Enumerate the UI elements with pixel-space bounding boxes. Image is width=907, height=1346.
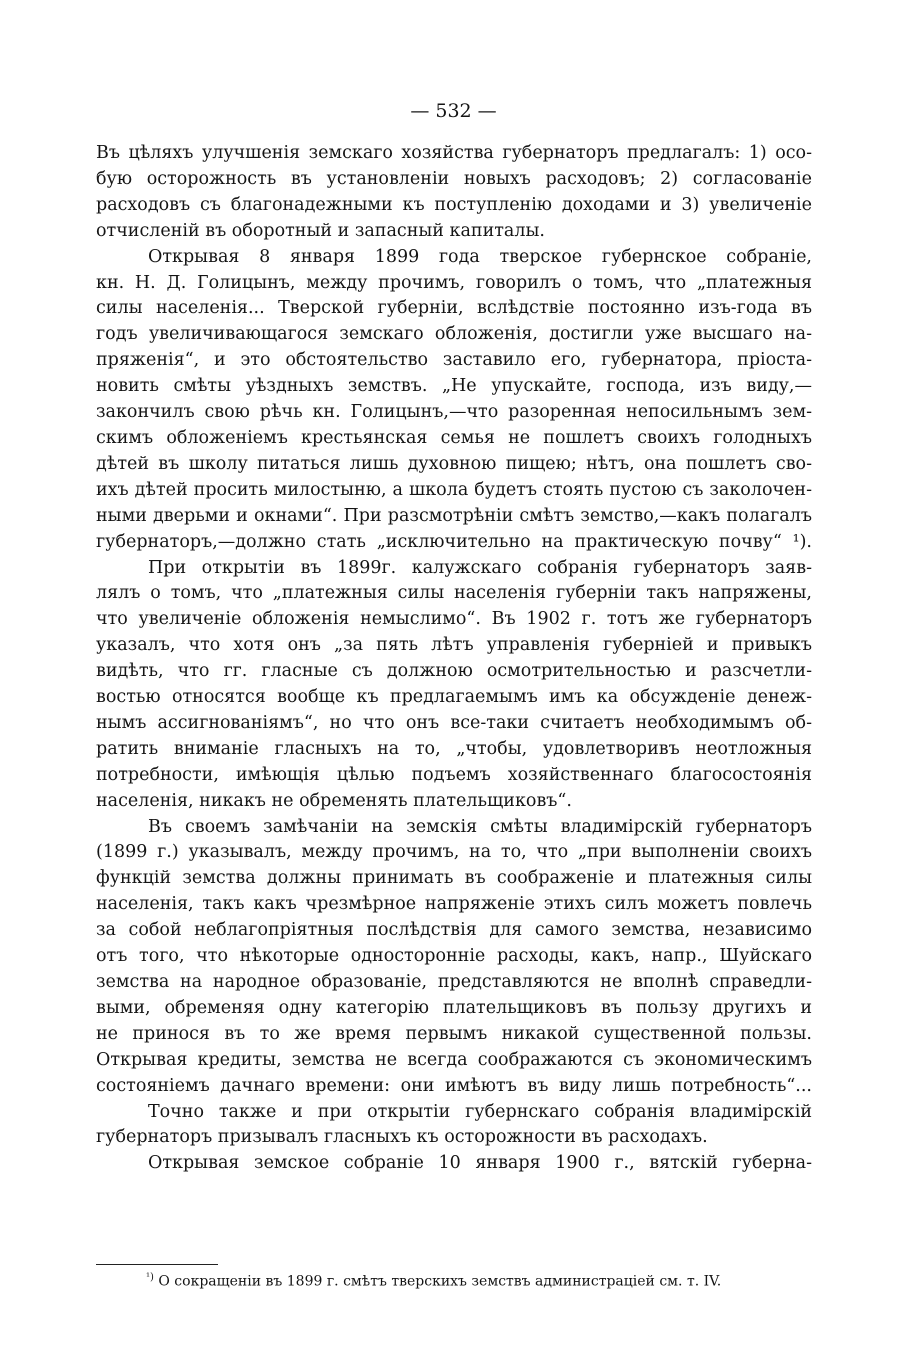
text-line: состояніемъ дачнаго времени: они имѣютъ въ виду лишь потребность“... [96,1075,812,1096]
text-line: Въ своемъ замѣчаніи на земскія смѣты владимірскій губернаторъ [148,816,812,837]
text-line: кн. Н. Д. Голицынъ, между прочимъ, говорилъ о томъ, что „платежныя [96,272,812,293]
text-line: Открывая земское собраніе 10 января 1900 г., вятскій губерна- [148,1153,812,1174]
text-line: губернаторъ,—должно стать „исключительно на практическую почву“ ¹). [96,531,812,552]
text-line: годъ увеличивающагося земскаго обложенія, достигли уже высшаго на- [96,324,812,345]
body-text [96,141,812,1177]
text-line: Открывая кредиты, земства не всегда соображаются съ экономическимъ [96,1049,812,1070]
text-line: видѣть, что гг. гласные съ должною осмотрительностью и разсчетли- [96,661,812,682]
text-line: ратить вниманіе гласныхъ на то, „чтобы, удовлетворивъ неотложныя [96,738,812,759]
text-line: нымъ ассигнованіямъ“, но что онъ все-таки считаетъ необходимымъ об- [96,712,812,733]
text-line: населенія, никакъ не обременять плательщиковъ“. [96,790,572,811]
text-line: При открытіи въ 1899г. калужскаго собранія губернаторъ заяв- [148,557,812,578]
text-line: силы населенія... Тверской губерніи, вслѣдствіе постоянно изъ-года въ [96,298,812,319]
text-line: функцій земства должны принимать въ соображеніе и платежныя силы [96,868,812,889]
text-line: губернаторъ призывалъ гласныхъ къ осторожности въ расходахъ. [96,1127,708,1148]
page-number: — 532 — [410,100,497,122]
text-line: Открывая 8 января 1899 года тверское губернское собраніе, [148,246,812,267]
footnote [146,1268,812,1292]
text-line: новить смѣты уѣздныхъ земствъ. „Не упускайте, господа, изъ виду,— [96,376,812,397]
text-line: (1899 г.) указывалъ, между прочимъ, на то, что „при выполненіи своихъ [96,842,812,863]
footnote-text: О сокращеніи въ 1899 г. смѣтъ тверскихъ земствъ администраціей см. т. IV. [153,1273,722,1290]
text-line: выми, обременяя одну категорію плательщиковъ въ пользу другихъ и [96,997,812,1018]
text-line: отъ того, что нѣкоторые односторонніе расходы, какъ, напр., Шуйскаго [96,946,812,967]
text-line: скимъ обложеніемъ крестьянская семья не пошлетъ своихъ голодныхъ [96,427,812,448]
text-line: за собой неблагопріятныя послѣдствія для самого земства, независимо [96,920,812,941]
text-line: указалъ, что хотя онъ „за пять лѣтъ управленія губерніей и привыкъ [96,635,812,656]
text-line: потребности, имѣющія цѣлью подъемъ хозяйственнаго благосостоянія [96,764,812,785]
text-line: населенія, такъ какъ чрезмѣрное напряженіе этихъ силъ можетъ повлечь [96,894,812,915]
text-line: отчисленій въ оборотный и запасный капиталы. [96,220,545,241]
text-line: закончилъ свою рѣчь кн. Голицынъ,—что разоренная непосильнымъ зем- [96,402,812,423]
text-line: не принося въ то же время первымъ никакой существенной пользы. [96,1023,812,1044]
text-line: лялъ о томъ, что „платежныя силы населенія губерніи такъ напряжены, [96,583,812,604]
text-line: что увеличеніе обложенія немыслимо“. Въ 1902 г. тотъ же губернаторъ [96,609,812,630]
text-line: бую осторожность въ установленіи новыхъ расходовъ; 2) согласованіе [96,168,812,189]
text-line: пряженія“, и это обстоятельство заставило его, губернатора, пріоста- [96,350,812,371]
text-line: дѣтей въ школу питаться лишь духовною пищею; нѣтъ, она пошлетъ сво- [96,453,812,474]
text-line: Точно также и при открытіи губернскаго собранія владимірскій [148,1101,812,1122]
text-line: расходовъ съ благонадежными къ поступленію доходами и 3) увеличеніе [96,194,812,215]
text-line: востью относятся вообще къ предлагаемымъ имъ ка обсужденіе денеж- [96,687,812,708]
footnote-marker: ¹) [146,1272,154,1283]
text-line: земства на народное образованіе, представляются не вполнѣ справедли- [96,972,812,992]
footnote-separator [96,1264,218,1265]
text-line: ными дверьми и окнами“. При разсмотрѣніи смѣтъ земство,—какъ полагалъ [96,505,812,526]
text-line: Въ цѣляхъ улучшенія земскаго хозяйства губернаторъ предлагалъ: 1) осо- [96,143,812,163]
text-line: ихъ дѣтей просить милостыню, а школа будетъ стоять пустою съ заколочен- [96,479,812,500]
